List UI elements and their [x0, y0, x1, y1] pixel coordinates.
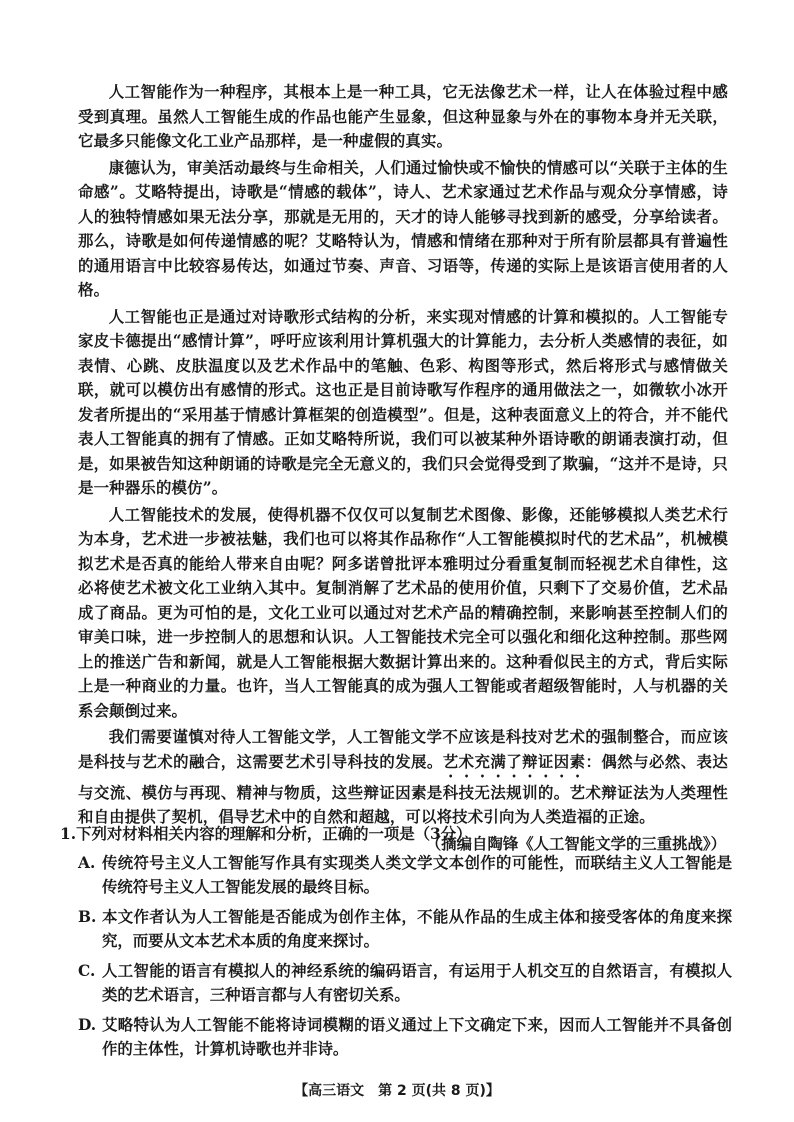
- option-letter: D.: [78, 1015, 97, 1034]
- option-text: 人工智能的语言有模拟人的神经系统的编码语言，有运用于人机交互的自然语言，有模拟人类的艺术语言，三种语言都与人有密切关系。: [102, 961, 732, 1004]
- option-text: 传统符号主义人工智能写作具有实现类人类文学文本创作的可能性，而联结主义人工智能是传统符号主义人工智能发展的最终目标。: [102, 853, 732, 896]
- option-text: 艾略特认为人工智能不能将诗词模糊的语义通过上下文确定下来，因而人工智能并不具备创作的主体性，计算机诗歌也并非诗。: [102, 1015, 732, 1058]
- passage-paragraph-2: 康德认为，审美活动最终与生命相关，人们通过愉快或不愉快的情感可以“关联于主体的生命感”。艾略特提出，诗歌是“情感的载体”，诗人、艺术家通过艺术作品与观众分享情感，诗人的独特情感如果无法分享，那就是无用的，天才的诗人能够寻找到新的感受，分享给读者。那么，诗歌是如何传递情感的呢？艾略特认为，情感和情绪在那种对于所有阶层都具有普遍性的通用语言中比较容易传达，如通过节奏、声音、习语等，传递的实际上是该语言使用者的人格。: [78, 158, 728, 299]
- passage-paragraph-5-after: ：偶然与必然、表达与交流、模仿与再现、精神与物质，这些辩证因素是科技无法规训的。艺术辩证法为人类理性和自由提供了契机，倡导艺术中的自然和超越，可以将技术引向为人类造福的正途。: [78, 752, 728, 826]
- passage-source: （摘编自陶锋《人工智能文学的三重挑战》）: [425, 834, 726, 853]
- option-a: [60, 851, 732, 900]
- passage-paragraph-1: 人工智能作为一种程序，其根本上是一种工具，它无法像艺术一样，让人在体验过程中感受到真理。虽然人工智能生成的作品也能产生显象，但这种显象与外在的事物本身并无关联，它最多只能像文化工业产品那样，是一种虚假的真实。: [78, 83, 728, 150]
- option-b: [60, 905, 732, 954]
- reading-passage: [78, 80, 728, 856]
- page-footer: 【高三语文 第 2 页(共 8 页)】: [294, 1083, 500, 1099]
- emphasized-phrase: 艺术充满了辩证因素: [442, 752, 586, 771]
- passage-paragraph-5: [78, 725, 728, 830]
- option-d: [60, 1013, 732, 1062]
- passage-paragraph-5-before: 我们需要谨慎对待人工智能文学，人工智能文学不应该是科技对艺术的强制整合，而应该是科技与艺术的融合，这需要艺术引导科技的发展。: [78, 728, 728, 771]
- option-letter: C.: [78, 961, 96, 980]
- passage-paragraph-4: 人工智能技术的发展，使得机器不仅仅可以复制艺术图像、影像，还能够模拟人类艺术行为本身，艺术进一步被祛魅，我们也可以将其作品称作“人工智能模拟时代的艺术品”，机械模拟艺术是否真的能给人带来自由呢？阿多诺曾批评本雅明过分看重复制而轻视艺术自律性，这必将使艺术被文化工业纳入其中。复制消解了艺术品的使用价值，只剩下了交易价值，艺术品成了商品。更为可怕的是，文化工业可以通过对艺术产品的精确控制，来影响甚至控制人们的审美口味，进一步控制人的思想和认识。人工智能技术完全可以强化和细化这种控制。那些网上的推送广告和新闻，就是人工智能根据大数据计算出来的。这种看似民主的方式，背后实际上是一种商业的力量。也许，当人工智能真的成为强人工智能或者超级智能时，人与机器的关系会颠倒过来。: [78, 505, 728, 720]
- question-1: [60, 822, 732, 1067]
- question-stem: 1.下列对材料相关内容的理解和分析，正确的一项是（3分）: [60, 825, 472, 843]
- option-text: 本文作者认为人工智能是否能成为创作主体，不能从作品的生成主体和接受客体的角度来探究，而要从文本艺术本质的角度来探讨。: [102, 907, 732, 950]
- passage-paragraph-3: 人工智能也正是通过对诗歌形式结构的分析，来实现对情感的计算和模拟的。人工智能专家皮卡德提出“感情计算”，呼吁应该利用计算机强大的计算能力，去分析人类感情的表征，如表情、心跳、皮肤温度以及艺术作品中的笔触、色彩、构图等形式，然后将形式与感情做关联，就可以模仿出有感情的形式。这也正是目前诗歌写作程序的通用做法之一，如微软小冰开发者所提出的“采用基于情感计算框架的创造模型”。但是，这种表面意义上的符合，并不能代表人工智能真的拥有了情感。正如艾略特所说，我们可以被某种外语诗歌的朗诵表演打动，但是，如果被告知这种朗诵的诗歌是完全无意义的，我们只会觉得受到了欺骗，“这并不是诗，只是一种器乐的模仿”。: [78, 307, 728, 497]
- option-c: [60, 959, 732, 1008]
- option-letter: B.: [78, 907, 97, 926]
- option-letter: A.: [78, 853, 96, 872]
